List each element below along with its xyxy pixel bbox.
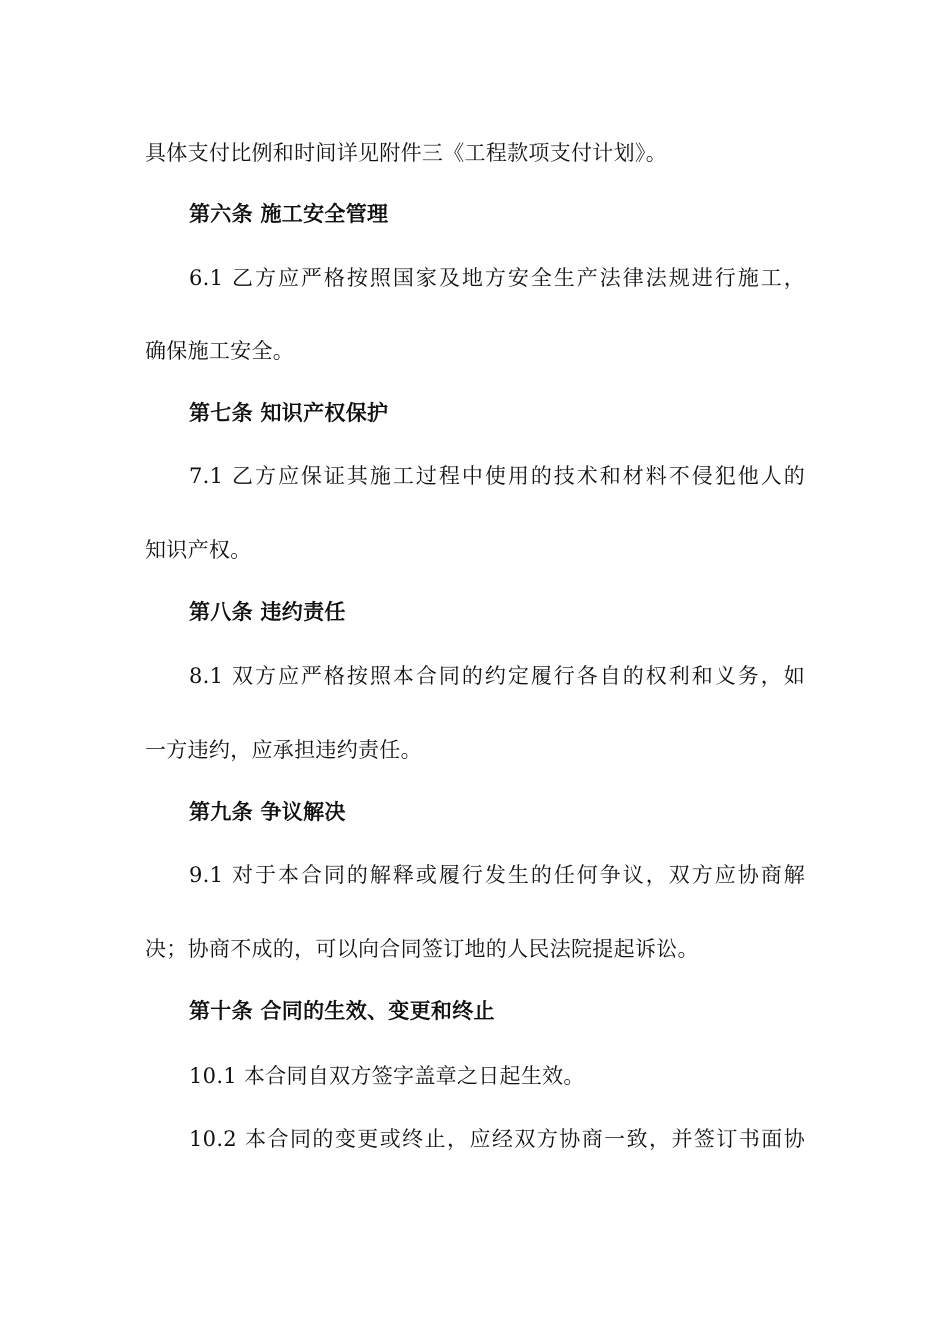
clause-7-1-line-2: 知识产权。 <box>145 538 252 562</box>
clause-6-1-line-2: 确保施工安全。 <box>145 339 295 363</box>
clause-7-1-line-1: 7.1 乙方应保证其施工过程中使用的技术和材料不侵犯他人的 <box>189 464 805 488</box>
clause-9-1-line-2: 决；协商不成的，可以向合同签订地的人民法院提起诉讼。 <box>145 937 699 961</box>
section-heading-9: 第九条 争议解决 <box>189 800 346 824</box>
section-heading-6: 第六条 施工安全管理 <box>189 202 389 226</box>
clause-8-1-line-2: 一方违约，应承担违约责任。 <box>145 738 422 762</box>
clause-8-1-line-1: 8.1 双方应严格按照本合同的约定履行各自的权利和义务，如 <box>189 664 805 688</box>
clause-10-2-line-1: 10.2 本合同的变更或终止，应经双方协商一致，并签订书面协 <box>189 1127 805 1151</box>
section-heading-10: 第十条 合同的生效、变更和终止 <box>189 999 495 1023</box>
clause-9-1-line-1: 9.1 对于本合同的解释或履行发生的任何争议，双方应协商解 <box>189 863 805 887</box>
clause-10-1: 10.1 本合同自双方签字盖章之日起生效。 <box>189 1064 585 1088</box>
clause-6-1-line-1: 6.1 乙方应严格按照国家及地方安全生产法律法规进行施工， <box>189 266 805 290</box>
section-heading-7: 第七条 知识产权保护 <box>189 401 389 425</box>
paragraph-continuation: 具体支付比例和时间详见附件三《工程款项支付计划》。 <box>145 141 667 165</box>
section-heading-8: 第八条 违约责任 <box>189 600 346 624</box>
